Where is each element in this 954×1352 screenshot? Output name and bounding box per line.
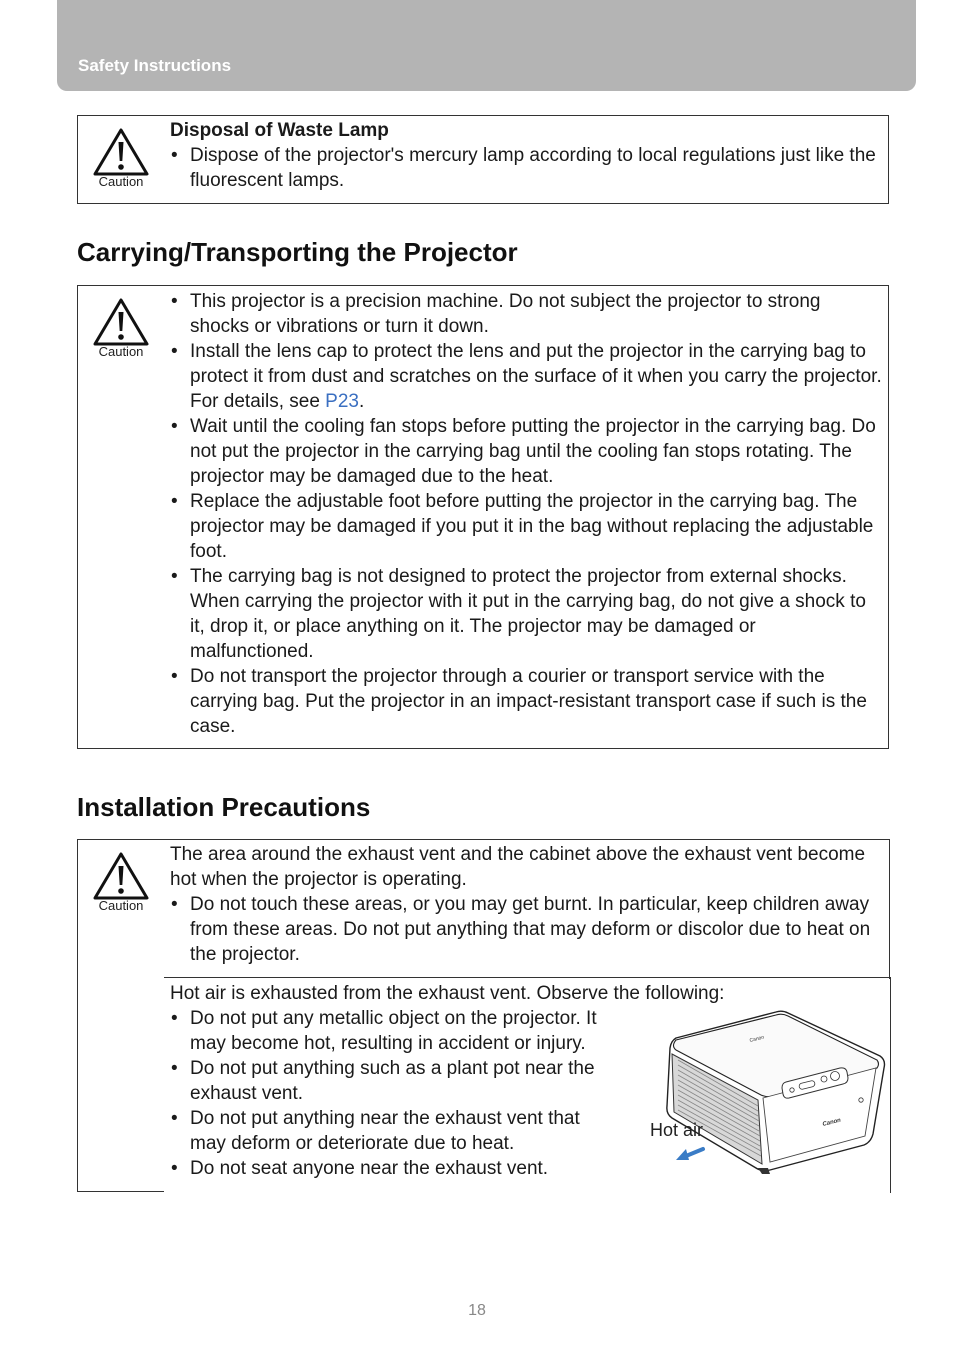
list-item-text: . (358, 391, 365, 412)
caution-icon (91, 297, 151, 359)
box-border (77, 1191, 164, 1192)
caution-label: Caution (98, 344, 144, 359)
carrying-caution-box (77, 285, 889, 749)
installation-content (170, 842, 883, 967)
page-number: 18 (468, 1302, 486, 1319)
hot-air-intro: Hot air is exhausted from the exhaust vent. Observe the following: (170, 983, 725, 1004)
installation-intro: The area around the exhaust vent and the cabinet above the exhaust vent become hot when the projector is operating. (170, 844, 866, 890)
installation-caution-box (77, 839, 889, 1192)
caution-icon (91, 851, 151, 913)
hot-air-bullet-list (170, 1006, 625, 1181)
list-item: • Dispose of the projector's mercury lamp according to local regulations just like the fluorescent lamps. (170, 143, 882, 193)
disposal-heading: Disposal of Waste Lamp (170, 120, 389, 141)
warning-triangle-icon (92, 851, 150, 901)
list-item (170, 339, 882, 414)
disposal-content (170, 118, 882, 193)
brand-mark: Canon (749, 1034, 765, 1044)
list-item: • Replace the adjustable foot before putting the projector in the carrying bag. The projector may be damaged if you put it in the bag without replacing the adjustable foot. (170, 489, 882, 564)
list-item: • Do not touch these areas, or you may get burnt. In particular, keep children away from these areas. Do not put anything that may deform or discolor due to heat on the projector. (170, 892, 883, 967)
list-item: • The carrying bag is not designed to protect the projector from external shocks. When carrying the projector with it put in the carrying bag, do not give a shock to it, drop it, or place anything on it. The projector may be damaged or malfunctioned. (170, 564, 882, 664)
list-item: • Do not put anything such as a plant pot near the exhaust vent. (170, 1056, 625, 1106)
warning-triangle-icon (92, 127, 150, 177)
caution-icon (91, 127, 151, 189)
hot-air-label: Hot air (650, 1120, 704, 1140)
list-item: • Do not put any metallic object on the projector. It may become hot, resulting in accident or injury. (170, 1006, 625, 1056)
list-item: • Do not seat anyone near the exhaust vent. (170, 1156, 625, 1181)
section-title-installation: Installation Precautions (77, 792, 371, 822)
caution-label: Caution (98, 898, 144, 913)
warning-triangle-icon (92, 297, 150, 347)
brand-mark: Canon (822, 1117, 842, 1128)
list-item-text: Install the lens cap to protect the lens and put the projector in the carrying bag to protect it from dust and scratches on the surface of it when you carry the projector. For details, see (190, 341, 882, 412)
hot-air-sub-box (164, 977, 891, 1193)
carrying-bullet-list (170, 289, 882, 739)
section-title-carrying: Carrying/Transporting the Projector (77, 237, 518, 267)
projector-illustration (658, 1008, 890, 1176)
list-item: • Do not transport the projector through a courier or transport service with the carrying bag. Put the projector in an impact-resistant transport case if such is the case. (170, 664, 882, 739)
box-border (889, 839, 890, 979)
header-title: Safety Instructions (78, 56, 232, 75)
header-bar (57, 0, 916, 91)
carrying-content (170, 289, 882, 739)
list-item: • This projector is a precision machine. Do not subject the projector to strong shocks or vibrations or turn it down. (170, 289, 882, 339)
page-reference-link[interactable]: P23 (325, 391, 359, 412)
list-item: • Do not put anything near the exhaust vent that may deform or deteriorate due to heat. (170, 1106, 620, 1156)
caution-label: Caution (98, 174, 144, 189)
list-item: • Wait until the cooling fan stops before putting the projector in the carrying bag. Do not put the projector in the carrying bag until the cooling fan stops rotating. The projector may be damaged due to the heat. (170, 414, 882, 489)
disposal-caution-box (77, 115, 889, 204)
disposal-bullet-list (170, 143, 882, 193)
installation-bullet-list (170, 892, 883, 967)
hot-air-arrow-icon (676, 1149, 703, 1160)
